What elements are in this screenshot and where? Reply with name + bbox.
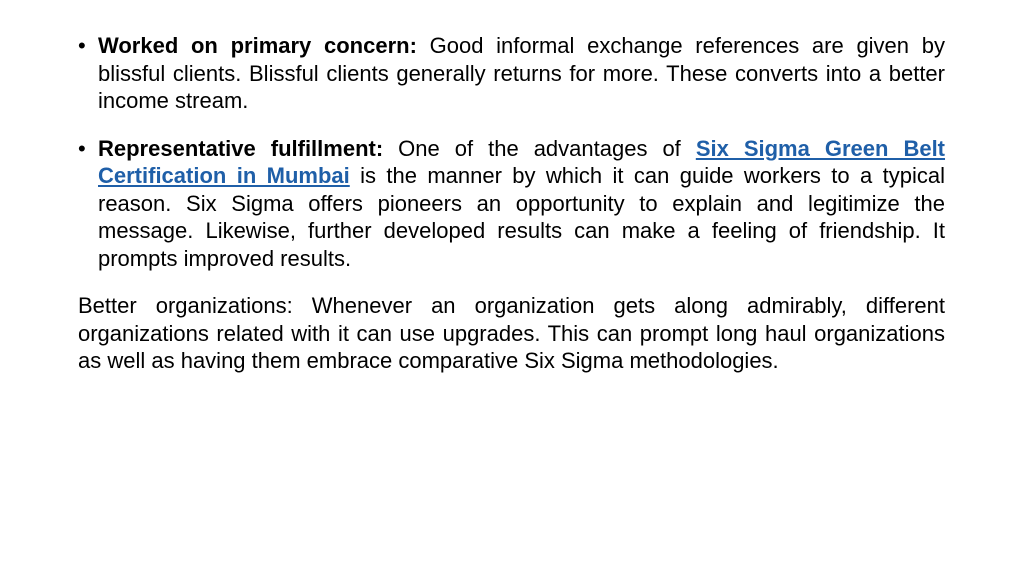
slide-content xyxy=(78,32,945,375)
bullet-text-after-link: is the manner by which it can guide workers to a typical reason. Six Sigma offers pioneers an opportunity to explain and legitimize the message. Likewise, further developed results can make a feeling of friendship. It prompts improved results. xyxy=(98,163,945,271)
bullet-item-representative-fulfillment xyxy=(78,135,945,273)
bullet-icon: • xyxy=(78,135,86,161)
bullet-item-primary-concern xyxy=(78,32,945,115)
bullet-lead: Worked on primary concern: xyxy=(98,33,417,58)
certification-link[interactable]: Six Sigma Green Belt Certification in Mumbai xyxy=(98,135,946,188)
bullet-text: Good informal exchange references are given by blissful clients. Blissful clients generally returns for more. These converts into a better income stream. xyxy=(98,33,945,113)
bullet-lead: Representative fulfillment: xyxy=(98,135,384,161)
closing-paragraph: Better organizations: Whenever an organization gets along admirably, different organizations related with it can use upgrades. This can prompt long haul organizations as well as having them embrace comparative Six Sigma methodologies. xyxy=(78,293,945,373)
bullet-text-before-link: One of the advantages of xyxy=(383,135,696,161)
bullet-icon: • xyxy=(78,33,86,58)
